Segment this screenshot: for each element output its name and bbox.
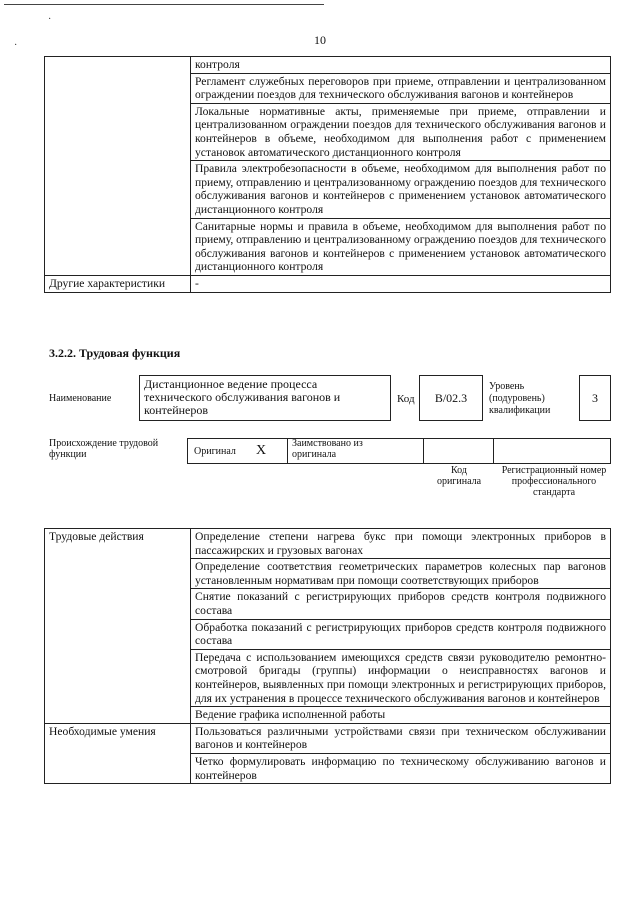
skills-label: Необходимые умения (45, 723, 191, 783)
origin-divider (423, 438, 424, 464)
labor-action-item: Обработка показаний с регистрирующих приборов средств контроля подвижного состава (191, 619, 611, 649)
table-row (45, 529, 611, 559)
table-row (45, 275, 611, 292)
code-value: B/02.3 (434, 390, 468, 405)
table-row (45, 57, 611, 74)
labor-action-item: Определение соответствия геометрических параметров колесных пар вагонов установленным нормативам при помощи соответствующих приборов (191, 559, 611, 589)
table-row (45, 723, 611, 753)
page-number: 10 (314, 33, 326, 47)
function-table (44, 528, 611, 784)
origin-label: Происхождение трудовой функции (49, 438, 159, 460)
function-name-box (139, 375, 391, 421)
labor-actions-label: Трудовые действия (45, 529, 191, 724)
origin-divider (493, 438, 494, 464)
code-caption: Код оригинала (436, 465, 482, 487)
row-label-empty (45, 57, 191, 276)
other-characteristics-label: Другие характеристики (45, 275, 191, 292)
knowledge-item: Санитарные нормы и правила в объеме, необходимом для выполнения работ по приему, отправлению и централизованному ограждению поездов для технического обслуживания вагонов и контейнеров с применением установок автоматического дистанционного контроля (191, 218, 611, 275)
skill-item: Четко формулировать информацию по техническому обслуживанию вагонов и контейнеров (191, 753, 611, 783)
original-mark: X (256, 443, 267, 458)
borrowed-label: Заимствовано из оригинала (292, 438, 363, 460)
labor-action-item: Снятие показаний с регистрирующих приборов средств контроля подвижного состава (191, 589, 611, 619)
top-rule (4, 4, 324, 5)
level-box (579, 375, 611, 421)
origin-divider (287, 438, 288, 464)
knowledge-item: Правила электробезопасности в объеме, необходимом для выполнения работ по приему, отправлению и централизованному ограждению поездов для технического обслуживания вагонов и контейнеров с применением установок автоматического дистанционного контроля (191, 161, 611, 218)
labor-action-item: Передача с использованием имеющихся средств связи руководителю ремонтно-смотровой бригады (группы) информации о неисправностях вагонов и контейнеров, выявленных при помощи электронных и регистрирующих приборов, для их устранения в процессе технического обслуживания вагонов и контейнеров (191, 649, 611, 706)
level-value: 3 (592, 390, 598, 405)
labor-action-item: Ведение графика исполненной работы (191, 707, 611, 724)
labor-action-item: Определение степени нагрева букс при помощи электронных приборов в пассажирских и грузовых вагонах (191, 529, 611, 559)
name-label: Наименование (49, 393, 112, 404)
scan-dot: · (48, 14, 52, 25)
other-characteristics-value: - (191, 275, 611, 292)
scan-dot: · (14, 40, 18, 51)
skill-item: Пользоваться различными устройствами связи при техническом обслуживании вагонов и контейнеров (191, 723, 611, 753)
level-label: Уровень (подуровень) квалификации (489, 381, 551, 416)
knowledge-item: Регламент служебных переговоров при приеме, отправлении и централизованном ограждении поездов для технического обслуживания вагонов и контейнеров (191, 73, 611, 103)
original-label: Оригинал (194, 446, 236, 457)
knowledge-table (44, 56, 611, 293)
knowledge-item: контроля (191, 57, 611, 74)
code-box (419, 375, 483, 421)
knowledge-item: Локальные нормативные акты, применяемые при приеме, отправлении и централизованном ограждении поездов для технического обслуживания вагонов и контейнеров в объеме, необходимом для выполнения работ с применением установок автоматического дистанционного контроля (191, 103, 611, 160)
function-name: Дистанционное ведение процесса технического обслуживания вагонов и контейнеров (144, 377, 341, 417)
section-title: 3.2.2. Трудовая функция (49, 346, 181, 360)
code-label: Код (397, 393, 415, 405)
reg-caption: Регистрационный номер профессионального стандарта (501, 465, 607, 498)
